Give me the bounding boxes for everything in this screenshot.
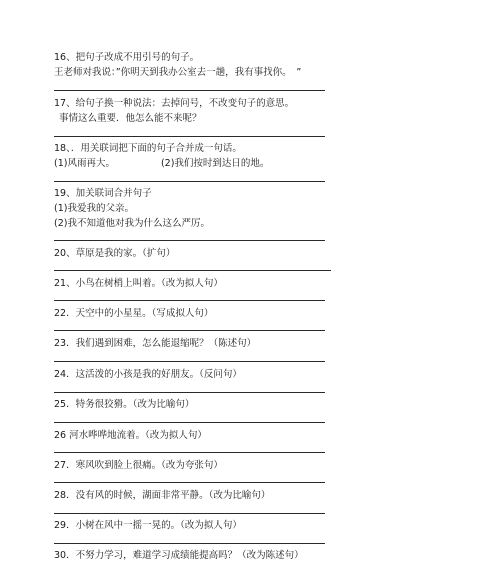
- question-23: 23．我们遇到困难，怎么能退缩呢？（陈述句）: [54, 338, 257, 349]
- question-25: 25．特务很狡猾。（改为比喻句）: [54, 399, 195, 410]
- question-18-part-2: (2)我们按时到达日的地。: [160, 158, 270, 169]
- answer-line-27[interactable]: [54, 482, 325, 483]
- answer-line-22[interactable]: [54, 330, 325, 331]
- question-18-part-1: (1)风雨再大。: [54, 158, 115, 169]
- question-20: 20、草原是我的家。（扩句）: [54, 248, 176, 259]
- question-30: 30．不努力学习，难道学习成绩能提高吗？（改为陈述句）: [54, 550, 304, 561]
- answer-line-19[interactable]: [54, 240, 325, 241]
- question-22: 22．天空中的小星星。（写成拟人句）: [54, 308, 214, 319]
- answer-line-18[interactable]: [54, 181, 325, 182]
- answer-line-28[interactable]: [54, 513, 325, 514]
- answer-line-29[interactable]: [54, 543, 325, 544]
- answer-line-20[interactable]: [54, 270, 331, 271]
- answer-line-24[interactable]: [54, 392, 325, 393]
- answer-line-21[interactable]: [54, 300, 325, 301]
- question-29: 29．小树在风中一摇一晃的。（改为拟人句）: [54, 520, 242, 531]
- question-18-parts: [54, 158, 269, 170]
- question-19-title: 19、加关联词合并句子: [54, 188, 152, 199]
- question-16-text: 王老师对我说：”你明天到我办公室去一趟，我有事找你。 ”: [54, 67, 302, 78]
- question-19-part-2: (2)我不知道他对我为什么这么严厉。: [54, 218, 210, 229]
- question-26: 26 河水哗哗地流着。（改为拟人句）: [54, 430, 207, 441]
- answer-line-25[interactable]: [54, 422, 325, 423]
- question-21: 21、小鸟在树梢上叫着。（改为拟人句）: [54, 278, 223, 289]
- question-17-title: 17、给句子换一种说法：去掉问号，不改变句子的意思。: [54, 98, 295, 109]
- question-24: 24．这活泼的小孩是我的好朋友。（反问句）: [54, 369, 242, 380]
- question-27: 27．寒风吹到脸上很痛。（改为夸张句）: [54, 460, 223, 471]
- question-16-title: 16、把句子改成不用引号的句子。: [54, 52, 200, 63]
- question-19-part-1: (1)我爱我的父亲。: [54, 203, 134, 214]
- answer-line-16[interactable]: [54, 90, 325, 91]
- question-28: 28．没有风的时候，湖面非常平静。（改为比喻句）: [54, 490, 271, 501]
- answer-line-26[interactable]: [54, 452, 325, 453]
- question-18-title: 18、．用关联词把下面的句子合并成一句话。: [54, 143, 242, 154]
- answer-line-17[interactable]: [54, 136, 325, 137]
- answer-line-23[interactable]: [54, 361, 325, 362]
- question-17-text: 事情这么重要．他怎么能不来呢？: [59, 113, 202, 124]
